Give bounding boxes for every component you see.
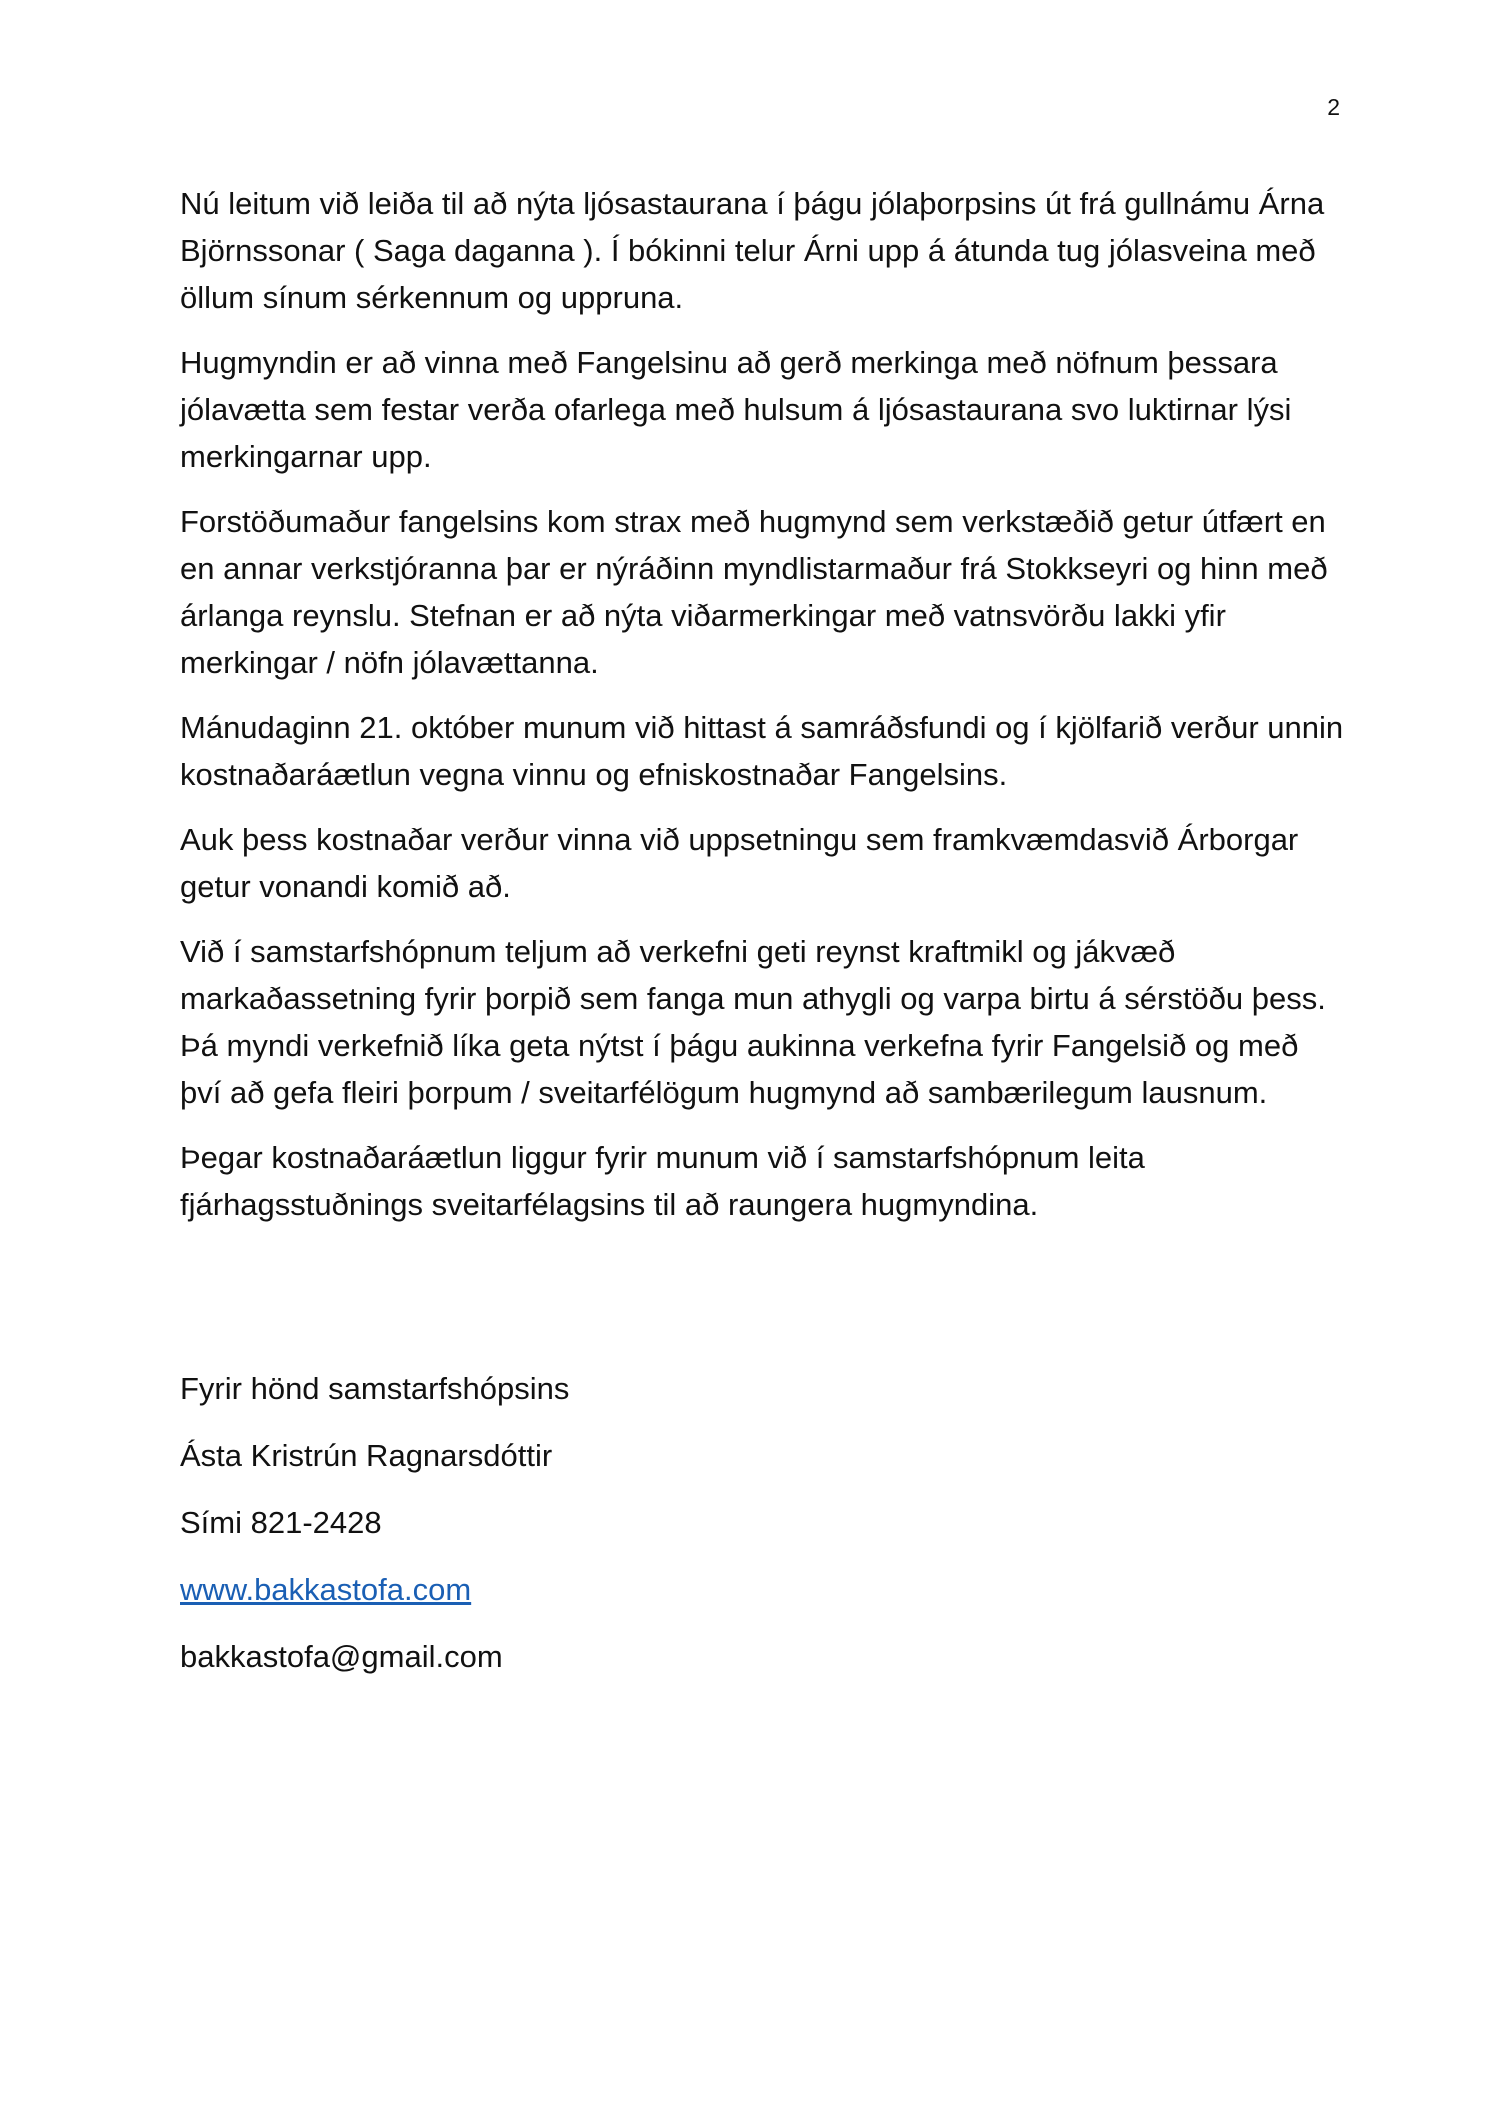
- paragraph-installation: Auk þess kostnaðar verður vinna við uppsetningu sem framkvæmdasvið Árborgar getur vonandi komið að.: [180, 822, 1299, 904]
- signature-block: [180, 1365, 1080, 1700]
- letter-body: [180, 180, 1345, 1246]
- paragraph-idea: Hugmyndin er að vinna með Fangelsinu að gerð merkinga með nöfnum þessara jólavætta sem festar verða ofarlega með hulsum á ljósastaurana svo luktirnar lýsi merkingarnar upp.: [180, 345, 1292, 474]
- paragraph-marketing: Við í samstarfshópnum teljum að verkefni geti reynst kraftmikl og jákvæð markaðassetning fyrir þorpið sem fanga mun athygli og varpa birtu á sérstöðu þess. Þá myndi verkefnið líka geta nýtst í þágu aukinna verkefna fyrir Fangelsið og með því að gefa fleiri þorpum / sveitarfélögum hugmynd að sambærilegum lausnum.: [180, 934, 1326, 1110]
- signature-on-behalf: Fyrir hönd samstarfshópsins: [180, 1371, 570, 1406]
- signature-phone: Sími 821-2428: [180, 1505, 382, 1540]
- website-link[interactable]: www.bakkastofa.com: [180, 1572, 472, 1607]
- paragraph-intro: Nú leitum við leiða til að nýta ljósastaurana í þágu jólaþorpsins út frá gullnámu Árna Björnssonar ( Saga daganna ). Í bókinni telur Árni upp á átunda tug jólasveina með öllum sínum sérkennum og uppruna.: [180, 186, 1325, 315]
- page-number: 2: [1327, 94, 1340, 120]
- paragraph-meeting: Mánudaginn 21. október munum við hittast á samráðsfundi og í kjölfarið verður unnin kostnaðaráætlun vegna vinnu og efniskostnaðar Fangelsins.: [180, 710, 1344, 792]
- paragraph-funding: Þegar kostnaðaráætlun liggur fyrir munum við í samstarfshópnum leita fjárhagsstuðnings sveitarfélagsins til að raungera hugmyndina.: [180, 1140, 1145, 1222]
- signature-email: bakkastofa@gmail.com: [180, 1639, 503, 1674]
- paragraph-workshop: Forstöðumaður fangelsins kom strax með hugmynd sem verkstæðið getur útfært en en annar verkstjóranna þar er nýráðinn myndlistarmaður frá Stokkseyri og hinn með árlanga reynslu. Stefnan er að nýta viðarmerkingar með vatnsvörðu lakki yfir merkingar / nöfn jólavættanna.: [180, 504, 1328, 680]
- signature-name: Ásta Kristrún Ragnarsdóttir: [180, 1438, 553, 1473]
